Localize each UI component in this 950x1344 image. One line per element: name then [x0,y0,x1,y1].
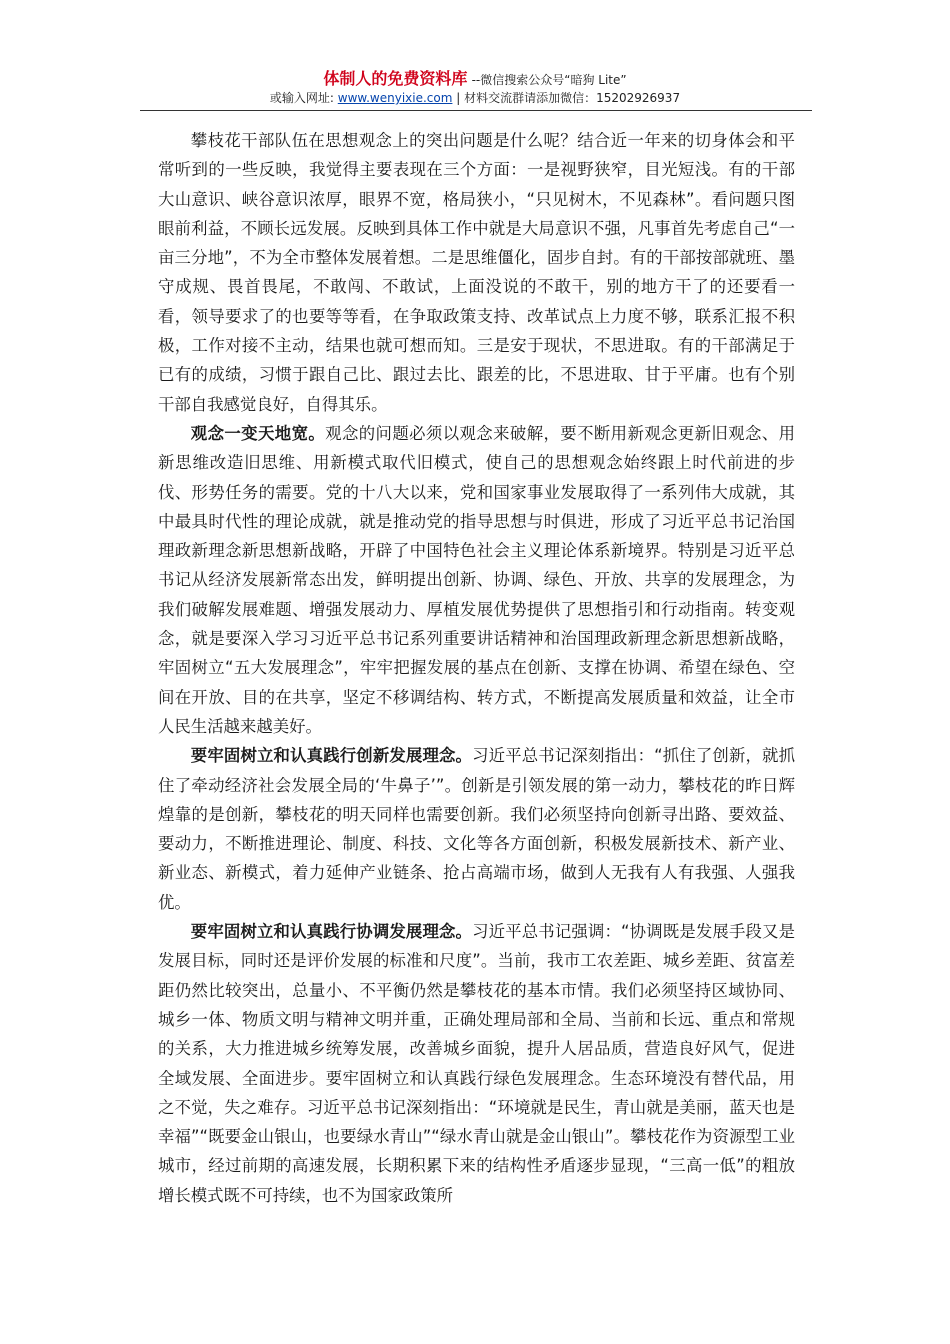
paragraph-2 [158,419,795,741]
document-body [158,126,795,1210]
header-url-link[interactable]: www.wenyixie.com [337,91,453,105]
paragraph-4 [158,917,795,1210]
paragraph-2-lead: 观念一变天地宽。 [190,423,326,443]
paragraph-4-lead: 要牢固树立和认真践行协调发展理念。 [190,922,473,942]
paragraph-3-text: 习近平总书记深刻指出：“抓住了创新，就抓住了牵动经济社会发展全局的‘牛鼻子’”。创新是引领发展的第一动力，攀枝花的昨日辉煌靠的是创新，攀枝花的明天同样也需要创新。我们必须坚持向创新寻出路、要效益、要动力，不断推进理论、制度、科技、文化等各方面创新，积极发展新技术、新产业、新业态、新模式，着力延伸产业链条、抢占高端市场，做到人无我有人有我强、人强我优。 [158,746,795,912]
paragraph-3 [158,741,795,917]
header-contact-line [0,90,950,106]
header-subtitle: --微信搜索公众号“暗狗 Lite” [471,73,627,87]
header-title-line [0,70,950,90]
header-brand: 体制人的免费资料库 [323,69,468,88]
paragraph-2-text: 观念的问题必须以观念来破解，要不断用新观念更新旧观念、用新思维改造旧思维、用新模式取代旧模式，使自己的思想观念始终跟上时代前进的步伐、形势任务的需要。党的十八大以来，党和国家事业发展取得了一系列伟大成就，其中最具时代性的理论成就，就是推动党的指导思想与时俱进，形成了习近平总书记治国理政新理念新思想新战略，开辟了中国特色社会主义理论体系新境界。特别是习近平总书记从经济发展新常态出发，鲜明提出创新、协调、绿色、开放、共享的发展理念，为我们破解发展难题、增强发展动力、厚植发展优势提供了思想指引和行动指南。转变观念，就是要深入学习习近平总书记系列重要讲话精神和治国理政新理念新思想新战略，牢固树立“五大发展理念”，牢牢把握发展的基点在创新、支撑在协调、希望在绿色、空间在开放、目的在共享，坚定不移调结构、转方式，不断提高发展质量和效益，让全市人民生活越来越美好。 [158,423,796,736]
header-contact: | 材料交流群请添加微信：15202926937 [452,91,681,105]
paragraph-4-text: 习近平总书记强调：“协调既是发展手段又是发展目标，同时还是评价发展的标准和尺度”。当前，我市工农差距、城乡差距、贫富差距仍然比较突出，总量小、不平衡仍然是攀枝花的基本市情。我们必须坚持区域协同、城乡一体、物质文明与精神文明并重，正确处理局部和全局、当前和长远、重点和常规的关系，大力推进城乡统筹发展，改善城乡面貌，提升人居品质，营造良好风气，促进全域发展、全面进步。要牢固树立和认真践行绿色发展理念。生态环境没有替代品，用之不觉，失之难存。习近平总书记深刻指出：“环境就是民生，青山就是美丽，蓝天也是幸福”“既要金山银山，也要绿水青山”“绿水青山就是金山银山”。攀枝花作为资源型工业城市，经过前期的高速发展，长期积累下来的结构性矛盾逐步显现，“三高一低”的粗放增长模式既不可持续，也不为国家政策所 [158,922,795,1205]
paragraph-1 [158,126,795,419]
paragraph-3-lead: 要牢固树立和认真践行创新发展理念。 [190,746,473,766]
header-url-prefix: 或输入网址: [269,91,338,105]
header-divider [140,110,812,111]
paragraph-1-text: 攀枝花干部队伍在思想观念上的突出问题是什么呢？结合近一年来的切身体会和平常听到的一些反映，我觉得主要表现在三个方面：一是视野狭窄，目光短浅。有的干部大山意识、峡谷意识浓厚，眼界不宽，格局狭小，“只见树木，不见森林”。看问题只图眼前利益，不顾长远发展。反映到具体工作中就是大局意识不强，凡事首先考虑自己“一亩三分地”，不为全市整体发展着想。二是思维僵化，固步自封。有的干部按部就班、墨守成规、畏首畏尾，不敢闯、不敢试，上面没说的不敢干，别的地方干了的还要看一看，领导要求了的也要等等看，在争取政策支持、改革试点上力度不够，联系汇报不积极，工作对接不主动，结果也就可想而知。三是安于现状，不思进取。有的干部满足于已有的成绩，习惯于跟自己比、跟过去比、跟差的比，不思进取、甘于平庸。也有个别干部自我感觉良好，自得其乐。 [158,131,795,414]
